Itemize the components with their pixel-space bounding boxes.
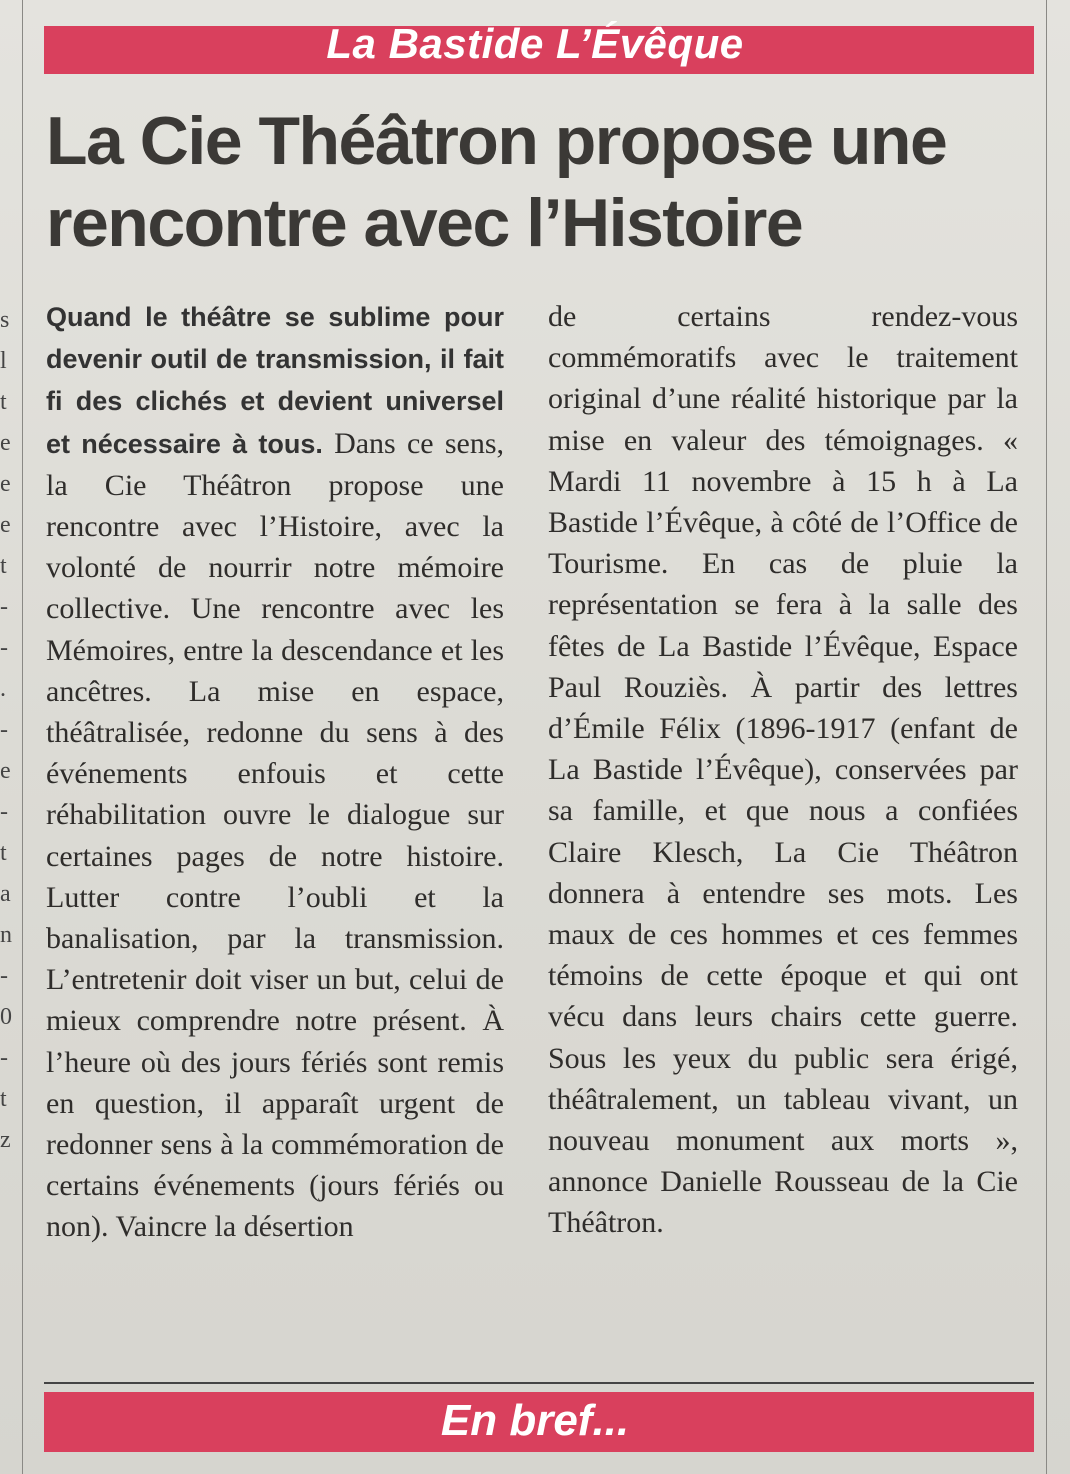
- margin-letter: e: [0, 471, 11, 497]
- article-body-part2: de certains rendez-vous commémoratifs avec le traitement original d’une réalité historique par la mise en valeur des témoignages. « Mardi 11 novembre à 15 h à La Bastide l’Évêque, à côté de l’Office de Tourisme. En cas de pluie la représentation se fera à la salle des fêtes de La Bastide l’Évêque, Espace Paul Rouziès. À partir des lettres d’Émile Félix (1896-1917 (enfant de La Bastide l’Évêque), conservées par sa famille, et que nous a confiées Claire Klesch, La Cie Théâtron donnera à entendre ses mots. Les maux de ces hommes et ces femmes témoins de cette époque et qui ont vécu dans leurs chairs cette guerre. Sous les yeux du public sera érigé, théâtralement, un tableau vivant, un nouveau monument aux morts », annonce Danielle Rousseau de la Cie Théâtron.: [548, 300, 1018, 1240]
- margin-letter: e: [0, 758, 11, 784]
- section-label: [0, 20, 1070, 68]
- left-column-rule: [22, 0, 23, 1474]
- margin-letter: z: [0, 1127, 11, 1153]
- margin-letter: l: [0, 348, 7, 374]
- margin-letter: e: [0, 430, 11, 456]
- article-headline: La Cie Théâtron propose une rencontre avec l’Histoire: [46, 103, 947, 261]
- margin-letter: -: [0, 717, 8, 743]
- margin-letter: -: [0, 799, 8, 825]
- margin-letter: e: [0, 512, 11, 538]
- margin-letter: t: [0, 840, 7, 866]
- margin-letter: -: [0, 635, 8, 661]
- margin-letter: .: [0, 676, 6, 702]
- article-lead: Quand le théâtre se sublime pour devenir outil de transmission, il fait fi des clichés et devient universel et nécessaire à tous.: [46, 302, 504, 459]
- margin-letter: -: [0, 594, 8, 620]
- article-body-part1: Dans ce sens, la Cie Théâtron propose une rencontre avec l’Histoire, avec la volonté de nourrir notre mémoire collective. Une rencontre avec les Mémoires, entre la descendance et les ancêtres. La mise en espace, théâtralisée, redonne du sens à des événements enfouis et cette réhabilitation ouvre le dialogue sur certaines pages de notre histoire. Lutter contre l’oubli et la banalisation, par la transmission. L’entretenir doit viser un but, celui de mieux comprendre notre présent. À l’heure où des jours fériés sont remis en question, il apparaît urgent de redonner sens à la commémoration de certains événements (jours fériés ou non). Vaincre la désertion: [46, 426, 504, 1244]
- article-column-left: [46, 296, 504, 1248]
- margin-letter: n: [0, 922, 12, 948]
- bottom-section-label: En bref...: [440, 1396, 630, 1445]
- margin-letter: -: [0, 1045, 8, 1071]
- margin-letter: -: [0, 963, 8, 989]
- section-label-text: La Bastide L’Évêque: [326, 20, 744, 67]
- margin-letter: t: [0, 1086, 7, 1112]
- section-divider: [44, 1382, 1034, 1384]
- margin-letter: s: [0, 307, 10, 333]
- article-column-right: [548, 296, 1018, 1244]
- right-column-rule: [1046, 0, 1047, 1474]
- adjacent-column-fragment: [0, 300, 16, 1161]
- margin-letter: t: [0, 389, 7, 415]
- margin-letter: 0: [0, 1004, 12, 1030]
- margin-letter: t: [0, 553, 7, 579]
- margin-letter: a: [0, 881, 11, 907]
